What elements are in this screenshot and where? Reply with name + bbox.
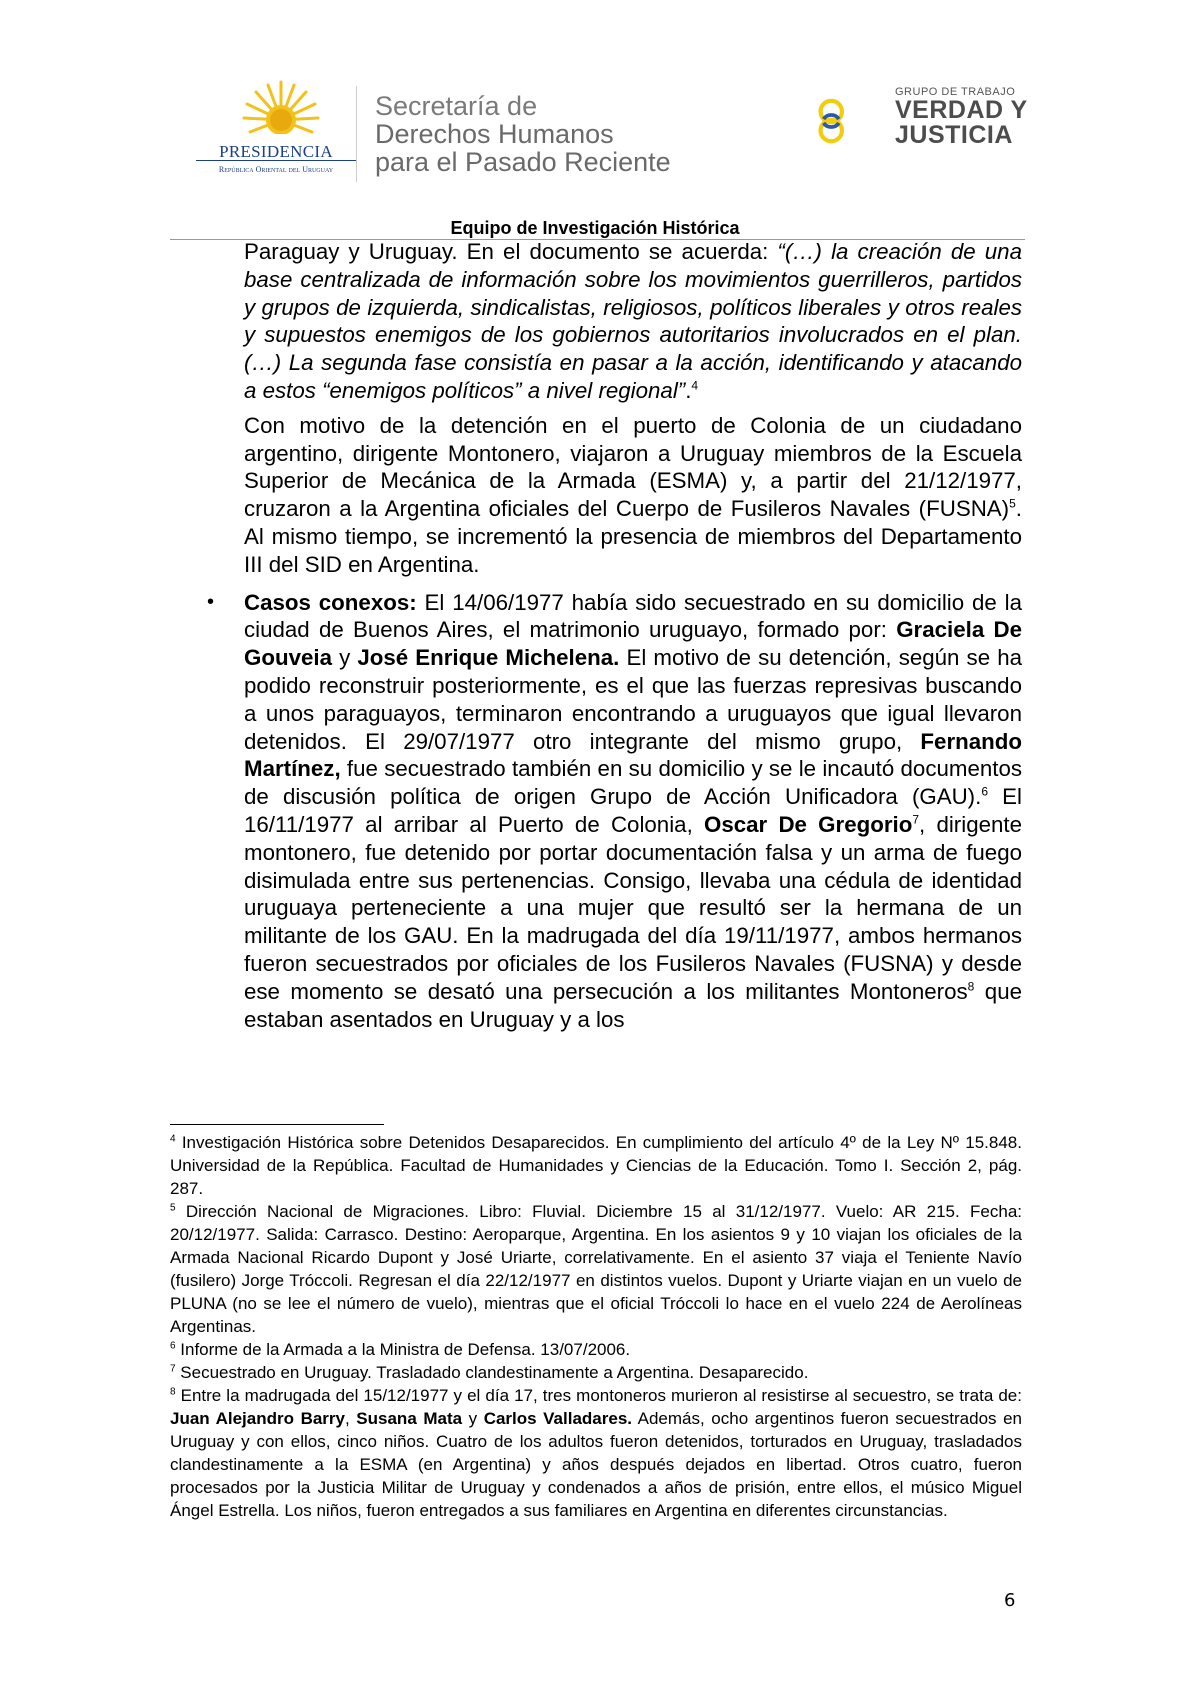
footnote-ref-4: 4 <box>691 378 699 393</box>
footnote-7 <box>170 1361 1022 1384</box>
secretaria-line-1: Secretaría de <box>375 91 538 121</box>
footnote-6-text: Informe de la Armada a la Ministra de Defensa. 13/07/2006. <box>175 1340 631 1359</box>
bullet-text-c: fue secuestrado también en su domicilio y se le incautó documentos de discusión política de origen Grupo de Acción Unificadora (GAU). <box>244 756 1022 810</box>
footnote-6 <box>170 1338 1022 1361</box>
bullet-label: Casos conexos: <box>244 589 417 615</box>
bullet-text-a: El 14/06/1977 había sido secuestrado en su domicilio de la ciudad de Buenos Aires, el matrimonio uruguayo, formado por: <box>244 589 1022 643</box>
grupo-trabajo-text <box>895 86 1035 148</box>
presidencia-logo <box>196 80 356 180</box>
header-divider <box>356 86 357 182</box>
footnote-5-text: Dirección Nacional de Migraciones. Libro: Fluvial. Diciembre 15 al 31/12/1977. Vuelo: AR 215. Fecha: 20/12/1977. Salida: Carrasco. Destino: Aeroparque, Argentina. En los asientos 9 y 10 viajan los oficiales de la Armada Nacional Ricardo Dupont y José Uriarte, correlativamente. En el asiento 37 viaja el Teniente Navío (fusilero) Jorge Tróccoli. Regresan el día 22/12/1977 en distintos vuelos. Dupont y Uriarte viajan en un vuelo de PLUNA (no se lee el número de vuelo), mientras que el oficial Tróccoli lo hace en el vuelo 224 de Aerolíneas Argentinas. <box>170 1202 1022 1336</box>
bullet-item-casos-conexos <box>207 589 1023 1034</box>
footnote-ref-6: 6 <box>981 784 988 799</box>
footnote-7-number: 7 <box>170 1363 176 1375</box>
name-juan-alejandro: Juan Alejandro Barry <box>170 1409 345 1428</box>
secretaria-line-2: Derechos Humanos <box>375 119 614 149</box>
name-graciela: Graciela De Gouveia <box>244 617 1022 671</box>
footnote-ref-8: 8 <box>967 979 975 994</box>
footnote-8 <box>170 1384 1022 1522</box>
p1-quote: “(…) la creación de una base centralizada de información sobre los movimientos guerrilleros, partidos y grupos de izquierda, sindicalistas, religiosos, políticos liberales y otros reales y supuestos enemigos de los gobiernos autoritarios involucrados en el plan. (…) La segunda fase consistía en pasar a la acción, identificando y atacando a estos “enemigos políticos” a nivel regional” <box>244 239 1022 403</box>
bullet-conj: y <box>331 645 358 671</box>
footnote-8-number: 8 <box>170 1386 176 1398</box>
footnote-8-sep-1: , <box>345 1409 357 1428</box>
footnote-4-number: 4 <box>170 1133 176 1145</box>
footnote-5-number: 5 <box>170 1202 176 1214</box>
p1-text: Paraguay y Uruguay. En el documento se acuerda: <box>244 239 778 264</box>
footnote-6-number: 6 <box>170 1340 176 1352</box>
section-title: Equipo de Investigación Histórica <box>450 218 740 238</box>
paragraph-2 <box>244 412 1022 579</box>
sun-emblem-icon <box>242 80 320 150</box>
footnote-ref-7: 7 <box>912 812 920 827</box>
name-fernando: Fernando Martínez, <box>244 728 1022 782</box>
bullet-text-b: El motivo de su detención, según se ha podido reconstruir posteriormente, es el que las fuerzas represivas buscando a unos paraguayos, terminaron encontrando a uruguayos que igual llevaron detenidos. El 29/07/1977 otro integrante del mismo grupo, <box>244 645 1023 754</box>
bullet-icon: • <box>207 590 215 613</box>
secretaria-logo-text <box>375 92 705 176</box>
main-text <box>207 238 1023 1033</box>
presidencia-subtitle: República Oriental del Uruguay <box>218 165 334 174</box>
footnote-8-text-b: Además, ocho argentinos fueron secuestrados en Uruguay y con ellos, cinco niños. Cuatro de los adultos fueron detenidos, torturados en Uruguay, trasladados clandestinamente a la ESMA (en Argentina) y años después dejados en libertad. Otros cuatro, fueron procesados por la Justicia Militar de Uruguay y condenados a años de prisión, entre ellos, el músico Miguel Ángel Estrella. Los niños, fueron entregados a sus familiares en Argentina en diferentes circunstancias. <box>170 1409 1023 1520</box>
page-number: 6 <box>1004 1590 1016 1611</box>
footnotes <box>170 1131 1022 1522</box>
bullet-paragraph <box>244 589 1022 1034</box>
bullet-text-d: El 16/11/1977 al arribar al Puerto de Colonia, <box>244 784 1022 837</box>
p2-text-a: Con motivo de la detención en el puerto de Colonia de un ciudadano argentino, dirigente Montonero, viajaron a Uruguay miembros de la Escuela Superior de Mecánica de la Armada (ESMA) y, a partir del 21/12/1977, cruzaron a la Argentina oficiales del Cuerpo de Fusileros Navales (FUSNA) <box>244 412 1022 522</box>
footnote-8-text-a: Entre la madrugada del 15/12/1977 y el día 17, tres montoneros murieron al resistirse al secuestro, se trata de: <box>175 1386 1022 1405</box>
verdad-justicia-rings-icon <box>816 58 896 184</box>
footnote-5 <box>170 1200 1022 1338</box>
paragraph-1 <box>244 238 1022 405</box>
grupo-line-2: VERDAD Y <box>895 96 1028 124</box>
bullet-text-e: , dirigente montonero, fue detenido por portar documentación falsa y un arma de fuego disimulada entre sus pertenencias. Consigo, llevaba una cédula de identidad uruguaya perteneciente a una mujer que resultó ser la hermana de un militante de los GAU. En la madrugada del día 19/11/1977, ambos hermanos fueron secuestrados por oficiales de los Fusileros Navales (FUSNA) y desde ese momento se desató una persecución a los militantes Montoneros <box>244 811 1022 1004</box>
name-jose-enrique: José Enrique Michelena. <box>357 645 620 671</box>
name-carlos: Carlos Valladares. <box>483 1409 633 1428</box>
p1-end: . <box>685 377 692 403</box>
bullet-text-f: que estaban asentados en Uruguay y a los <box>244 978 1022 1032</box>
footnote-7-text: Secuestrado en Uruguay. Trasladado clandestinamente a Argentina. Desaparecido. <box>175 1363 809 1382</box>
page-header <box>0 0 1190 238</box>
footnote-ref-5: 5 <box>1009 496 1016 511</box>
name-oscar: Oscar De Gregorio <box>704 811 913 837</box>
grupo-line-1: GRUPO DE TRABAJO <box>895 86 1016 98</box>
footnote-separator <box>170 1124 384 1125</box>
footnote-4 <box>170 1131 1022 1200</box>
grupo-line-3: JUSTICIA <box>895 121 1013 149</box>
footnote-4-text: Investigación Histórica sobre Detenidos Desaparecidos. En cumplimiento del artículo 4º de la Ley Nº 15.848. Universidad de la República. Facultad de Humanidades y Ciencias de la Educación. Tomo I. Sección 2, pág. 287. <box>170 1133 1022 1198</box>
p2-text-b: . Al mismo tiempo, se incrementó la presencia de miembros del Departamento III del SID en Argentina. <box>244 496 1022 577</box>
secretaria-line-3: para el Pasado Reciente <box>375 147 671 177</box>
name-susana: Susana Mata <box>356 1409 463 1428</box>
footnote-8-sep-2: y <box>462 1409 484 1428</box>
presidencia-name: PRESIDENCIA <box>219 142 333 161</box>
